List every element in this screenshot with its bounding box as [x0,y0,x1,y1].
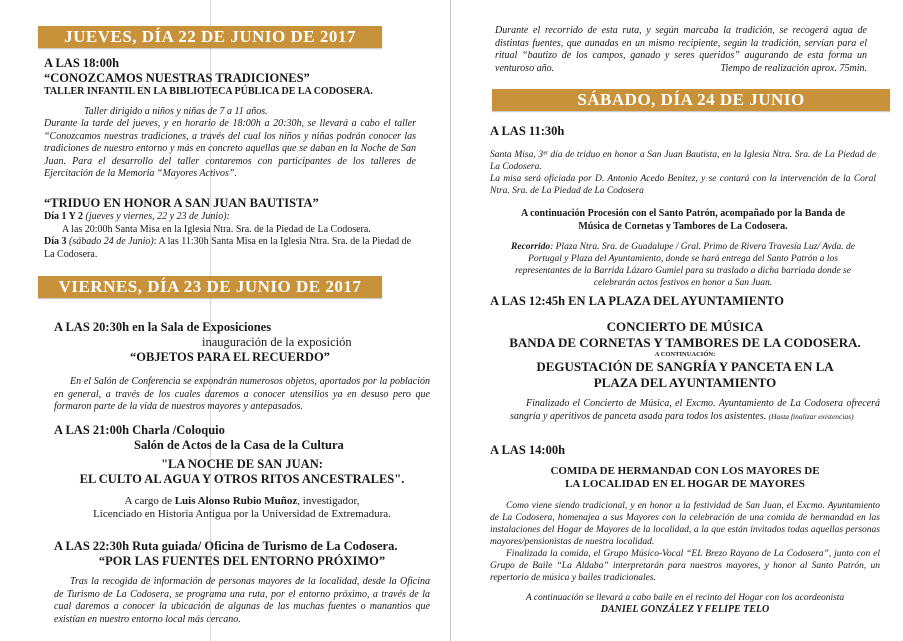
concert-band: BANDA DE CORNETAS Y TAMBORES DE LA CODOSERA. [509,334,861,350]
route-intro [495,25,867,76]
continuation-label: A CONTINUACIÓN: [654,351,716,358]
speaker-suffix: , investigador, [297,495,360,507]
event-time: A LAS 22:30h [54,539,130,553]
lunch-music: Finalizada la comida, el Grupo Músico-Vocal “EL Brezo Rayano de La Codosera”, junto con el Grupo de Baile “La Aldaba” interpretarán para nuestros mayores, y honor al Santo Patrón, un repertorio de música y bailes tradicionales. [490,549,880,583]
day-banner-saturday: SÁBADO, DÍA 24 DE JUNIO [492,89,890,111]
event-kind: Ruta guiada/ Oficina de Turismo de La Codosera. [129,539,398,553]
dance-text: A continuación se llevará a cabo baile en el recinto del Hogar con los acordeonista [525,593,845,603]
event-saturday-1245 [490,294,880,423]
accordionist-names: DANIEL GONZÁLEZ Y FELIPE TELO [600,604,770,615]
event-saturday-1130 [490,124,876,289]
event-subtitle: TALLER INFANTIL EN LA BIBLIOTECA PÚBLICA DE LA CODOSERA. [44,86,373,97]
event-title-line1: "LA NOCHE DE SAN JUAN: [161,457,323,471]
route-detail: : Plaza Ntra. Sra. de Guadalupe / Gral. Primo de Rivera Travesía Luz/ Avda. de Portugal y Plaza del Ayuntamiento, donde se hará entrega del Santo Patrón a los representantes de la Barrida Lázaro Gumiel para su traslado a dicha barriada donde se celebrarán actos festivos en honor a San Juan. [515,242,855,288]
lunch-title-line2: LA LOCALIDAD EN EL HOGAR DE MAYORES [565,478,805,490]
event-kind: Charla /Coloquio [129,423,225,437]
days-label: Día 1 Y 2 [44,211,83,222]
event-time: A LAS 21:00h [54,423,130,437]
speaker-name: Luis Alonso Rubio Muñoz [174,495,298,507]
lunch-description: Como viene siendo tradicional, y en honor a la festividad de San Juan, el Excmo. Ayuntamiento de La Codosera, homenajea a sus Mayores con la celebración de una comida de hermandad en las instalaciones del Hogar de Mayores de la localidad, a la que están invitados todas aquellas personas mayores/pensionistas de nuestra localidad. [490,501,880,547]
event-title-line2: EL CULTO AL AGUA Y OTROS RITOS ANCESTRALES". [79,472,405,486]
tasting-title-line2: PLAZA DEL AYUNTAMIENTO [593,374,777,390]
route-duration: Tiempo de realización aprox. 75min. [720,63,867,74]
event-description: En el Salón de Conferencia se expondrán numerosos objetos, aportados por la población en general, a través de los cuales daremos a conocer utensilios ya en desuso pero que formaron parte de la vida de nuestros mayores y antepasados. [54,376,430,412]
tasting-note: (Hasta finalizar existencias) [768,411,854,421]
tasting-title-line1: DEGUSTACIÓN DE SANGRÍA Y PANCETA EN LA [536,359,834,374]
event-audience: Taller dirigido a niños y niñas de 7 a 11 años. [84,105,268,117]
event-description: Durante la tarde del jueves, y en horario de 18:00h a 20:30h, se llevará a cabo el taller “Conozcamos nuestras tradiciones, a través del cual los niños y niñas podrán conocer las tradiciones de nuestro entorno y más en concreto aquellas que se daban en la Noche de San Juan. Para el desarrollo del taller contaremos con participantes de los talleres de Ejercitación de la Memoria “Mayores Activos”. [44,118,416,179]
event-place: Salón de Actos de la Casa de la Cultura [134,438,344,452]
mass-officiant: La misa será oficiada por D. Antonio Acedo Benítez, y se contará con la intervención de la Coral Ntra. Sra. de La Piedad de La Codosera [490,174,876,196]
speaker-degree: Licenciado en Historia Antigua por la Universidad de Extremadura. [93,508,391,520]
event-description: Tras la recogida de información de personas mayores de la localidad, desde la Oficina de Turismo de La Codosera, se programa una ruta, por el entorno próximo, a través de la cual daremos a conocer la ubicación de algunas de las muchas fuentes o manantios que existían en nuestro entorno local más cercano. [54,576,430,625]
event-line: inauguración de la exposición [202,335,352,349]
tasting-description: Finalizado el Concierto de Música, el Excmo. Ayuntamiento de La Codosera ofrecerá sangría y aperitivos de panceta asada para todos los asistentes. [510,398,880,422]
event-friday-2030 [54,320,430,414]
event-friday-2230 [54,539,430,626]
days-detail: A las 20:00h Santa Misa en la Iglesia Ntra. Sra. de la Piedad de La Codosera. [62,223,371,235]
event-time: A LAS 12:45h EN LA PLAZA DEL AYUNTAMIENTO [490,294,784,308]
event-saturday-1400 [490,443,880,617]
day3-detail: : A las 11:30h Santa Misa en la Iglesia Ntra. Sra. de la Piedad de La Codosera. [44,236,412,260]
event-title: “OBJETOS PARA EL RECUERDO” [130,350,330,364]
procession-line2: Música de Cornetas y Tambores de La Codosera. [578,220,788,232]
day3-note: (sábado 24 de Junio) [66,236,154,247]
speaker-prefix: A cargo de [124,495,175,507]
right-column [459,0,903,641]
day3-label: Día 3 [44,236,67,247]
event-title: “TRIDUO EN HONOR A SAN JUAN BAUTISTA” [44,196,319,210]
route-intro-text: Durante el recorrido de esta ruta, y según marcaba la tradición, se recogerá agua de distintas fuentes, que aunadas en un mismo recipiente, según la tradición, servían para el ritual “bautizo de los campos, ganado y seres queridos” augurando de esta forma un venturoso año. [495,25,867,74]
left-column [0,0,446,641]
concert-title: CONCIERTO DE MÚSICA [606,319,764,334]
route-label: Recorrido [511,242,551,252]
event-place: en la Sala de Exposiciones [129,320,272,334]
days-note: (jueves y viernes, 22 y 23 de Junio): [82,211,230,222]
event-thursday-1800 [44,56,416,181]
event-time: A LAS 14:00h [490,443,566,457]
event-time: A LAS 18:00h [44,56,120,70]
event-triduo [44,196,416,261]
day-banner-thursday: JUEVES, DÍA 22 DE JUNIO DE 2017 [38,26,382,48]
mass-text: Santa Misa, 3ᵉʳ día de triduo en honor a San Juan Bautista, en la Iglesia Ntra. Sra. de La Piedad de La Codosera. [490,150,876,172]
day-banner-friday: VIERNES, DÍA 23 DE JUNIO DE 2017 [38,276,382,298]
event-time: A LAS 11:30h [490,124,565,138]
event-title: “CONOZCAMOS NUESTRAS TRADICIONES” [44,71,310,85]
event-time: A LAS 20:30h [54,320,130,334]
page-fold-line [450,0,451,641]
event-title: “POR LAS FUENTES DEL ENTORNO PRÓXIMO” [98,554,386,568]
event-friday-2100 [54,423,430,521]
procession-line1: A continuación Procesión con el Santo Patrón, acompañado por la Banda de [520,208,846,219]
lunch-title-line1: COMIDA DE HERMANDAD CON LOS MAYORES DE [550,465,820,477]
